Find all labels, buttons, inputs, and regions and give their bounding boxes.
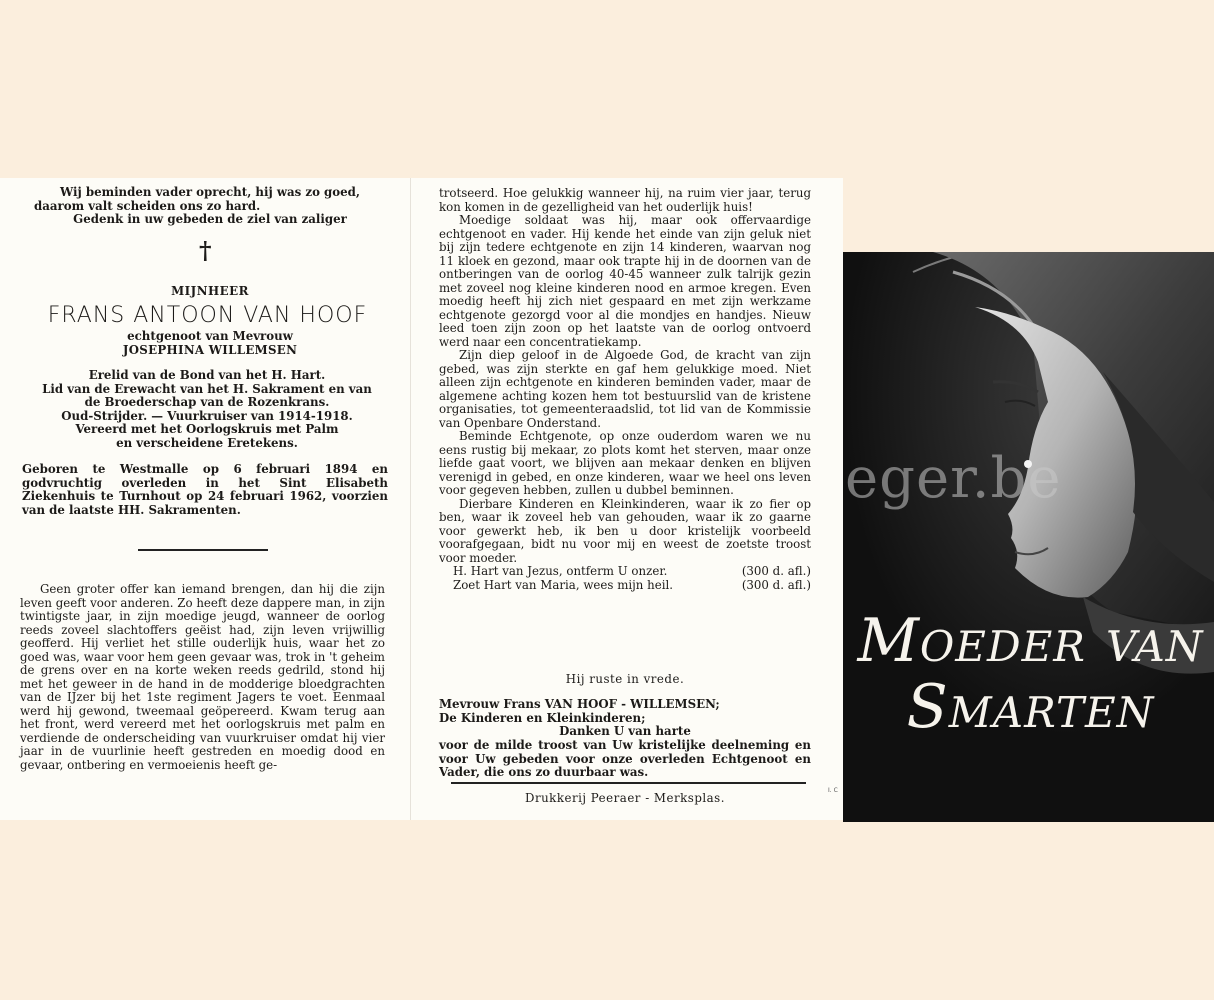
prayer-text: Zoet Hart van Maria, wees mijn heil. [453,577,674,592]
divider [451,782,806,784]
spouse-intro: echtgenoot van Mevrouw [127,329,293,343]
prayer-indulgence: (300 d. afl.) [741,564,811,578]
watermark: eger.be [845,446,1062,511]
honor-line: Erelid van de Bond van het H. Hart. [88,368,326,382]
printer-credit: Drukkerij Peeraer - Merksplas. [524,791,725,805]
cover-title-line: Moeder van [857,606,1204,676]
thanks-body: voor de milde troost van Uw kristelijke deelneming en voor Uw gebeden voor onze overleden Echtgenoot en Vader, die ons zo duurbaar was. [439,738,811,779]
family-line: De Kinderen en Kleinkinderen; [439,710,646,725]
thanks-heading: Danken U van harte [559,724,691,738]
paragraph: Beminde Echtgenote, op onze ouderdom waren we nu eens rustig bij mekaar, zo plots komt het sterven, maar onze liefde gaat voort, we blijven aan mekaar denken en blijven verenigd in gebed, en onze kinderen, waar we heel ons leven voor gegeven hebben, zullen u dubbel beminnen. [439,429,811,497]
divider [138,549,268,551]
cross-symbol: † [199,236,212,265]
tribute-text: Geen groter offer kan iemand brengen, dan hij die zijn leven geeft voor anderen. Zo heeft deze dappere man, in zijn twintigste jaar, in zijn moedige jeugd, wanneer de oorlog reeds zoveel slachtoffers geëist had, zijn leven vrijwillig geofferd. Hij verliet het stille ouderlijk huis, waar het zo goed was, waar voor hem geen gevaar was, trok in 't geheim de grens over en na korte weken reeds gedrild, stond hij met het geweer in de hand in de modderige bloedgrachten van de IJzer bij het 1ste regiment Jagers te voet. Eenmaal werd hij gewond, tweemaal geöpereerd. Kwam terug aan het front, werd vereerd met het oorlogskruis met palm en verdiende de onderscheiding van vuurkruiser omdat hij vier jaar in de vuurlinie heeft gestreden en moedig dood en gevaar, ontbering en vermoeienis heeft ge- [20,582,385,772]
rest-in-peace: Hij ruste in vrede. [565,672,685,686]
honor-line: Oud-Strijder. — Vuurkruiser van 1914-1918. [61,408,353,423]
honor-line: en verscheidene Eretekens. [116,435,298,450]
honor-line: Vereerd met het Oorlogskruis met Palm [75,422,339,436]
intro-verse [30,186,390,227]
biography [439,187,811,592]
salutation: MIJNHEER [171,284,249,298]
prayer-request: Gedenk in uw gebeden de ziel van zaliger [73,212,347,226]
paragraph: Zijn diep geloof in de Algoede God, de kracht van zijn gebed, was zijn sterkte en gaf hem gelukkige moed. Niet alleen zijn echtgenote en kinderen beminden vader, maar de algemene achting kozen hem tot bestuurslid van de kristene organisaties, tot gemeenteraadslid, tot lid van de Kommissie van Openbare Onderstand. [439,348,811,430]
cover-title [853,608,1208,740]
deceased-name: FRANS ANTOON VAN HOOF [47,303,368,328]
left-page [0,178,410,820]
birth-death-notice: Geboren te Westmalle op 6 februari 1894 en godvruchtig overleden in het Sint Elisabeth Ziekenhuis te Turnhout op 24 februari 1962, voorzien van de laatste HH. Sakramenten. [22,462,388,517]
cover-edge [826,178,843,820]
prayer-line [439,579,811,593]
prayer-indulgence: (300 d. afl.) [741,577,811,592]
honor-line: de Broederschap van de Rozenkrans. [84,395,330,409]
spouse-name: JOSEPHINA WILLEMSEN [122,343,298,357]
honors-list [18,369,396,450]
cover-edge-code: I. C [828,787,838,794]
family-names [439,698,779,725]
paragraph: Dierbare Kinderen en Kleinkinderen, waar ik zo fier op ben, waar ik zoveel heb van gehouden, waar ik zo gaarne voor gewerkt heb, ik ben u door kristelijk voorbeeld voorafgegaan, bidt nu voor mij en weest de zoetste troost voor moeder. [439,496,811,565]
middle-page [410,178,826,820]
honor-line: Lid van de Erewacht van het H. Sakrament en van [42,381,372,396]
cover-title-line: Smarten [906,672,1155,742]
prayer-text: H. Hart van Jezus, ontferm U onzer. [453,564,668,578]
paragraph: trotseerd. Hoe gelukkig wanneer hij, na ruim vier jaar, terug kon komen in de gezelligheid van het ouderlijk huis! [439,186,811,214]
family-line: Mevrouw Frans VAN HOOF - WILLEMSEN; [439,697,720,711]
paragraph: Moedige soldaat was hij, maar ook offervaardige echtgenoot en vader. Hij kende het einde van zijn geluk niet bij zijn tedere echtgenote en zijn 14 kinderen, waarvan nog 11 kloek en gezond, maar ook trapte hij in de doornen van de ontberingen van de oorlog 40-45 wanneer zulk talrijk gezin met zoveel nog kleine kinderen nood en armoe kregen. Even moedig heeft hij zich niet gespaard en met zijn werkzame echtgenote gezorgd voor al die mondjes en handjes. Nieuw leed toen zijn zoon op het laatste van de oorlog ontvoerd werd naar een concentratiekamp. [439,213,811,349]
prayer-line [439,565,811,579]
intro-line: daarom valt scheiden ons zo hard. [34,198,261,213]
intro-line: Wij beminden vader oprecht, hij was zo goed, [59,185,361,199]
cover-card [843,252,1214,822]
